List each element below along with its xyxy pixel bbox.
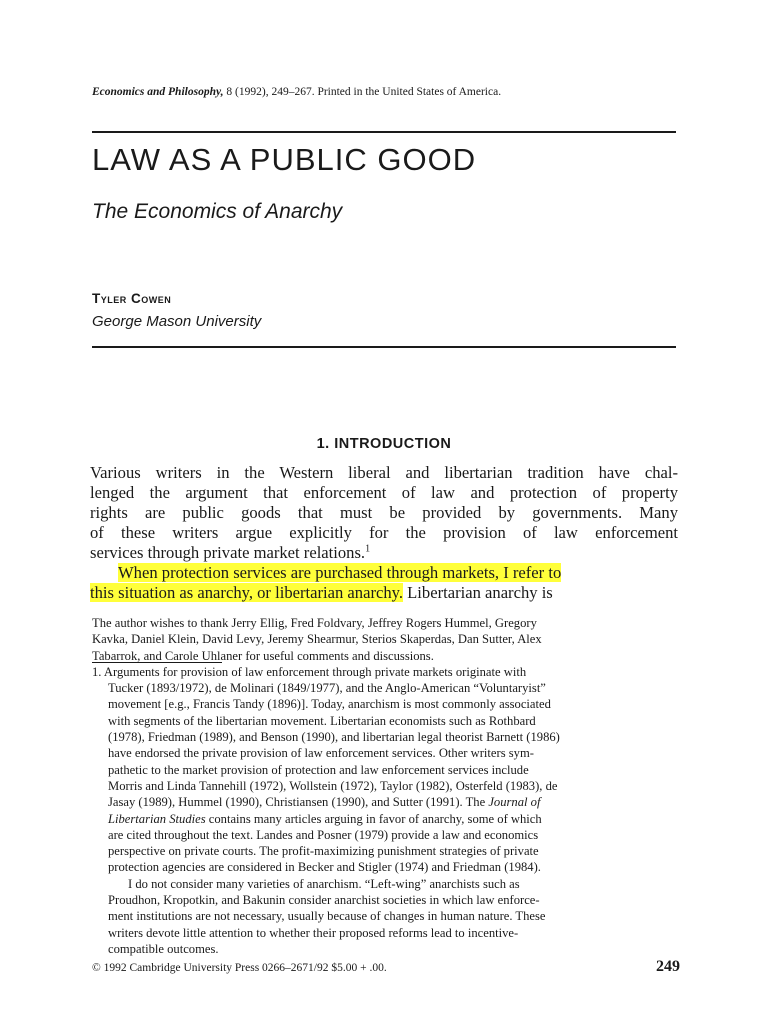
footnote-line: Morris and Linda Tannehill (1972), Wollstein (1972), Taylor (1982), Osterfeld (1983), de	[108, 778, 558, 793]
article-subtitle: The Economics of Anarchy	[92, 200, 343, 223]
section-heading: 1. INTRODUCTION	[316, 436, 452, 452]
body-line: Various writers in the Western liberal and libertarian tradition have chal-	[90, 463, 678, 482]
top-rule	[92, 131, 676, 133]
footnote-line: writers devote little attention to whether their proposed reforms lead to incentive-	[108, 925, 519, 940]
body-line: of these writers argue explicitly for the provision of law enforcement	[90, 523, 678, 542]
copyright-line: © 1992 Cambridge University Press 0266–2671/92 $5.00 + .00.	[92, 962, 387, 974]
footnote-line: 1. Arguments for provision of law enforcement through private markets originate with	[92, 664, 527, 679]
journal-issue-info: 8 (1992), 249–267. Printed in the United States of America.	[223, 86, 502, 98]
body-text	[90, 463, 678, 603]
footnote-line: I do not consider many varieties of anarchism. “Left-wing” anarchists such as	[128, 876, 520, 891]
acknowledgement-line: The author wishes to thank Jerry Ellig, Fred Foldvary, Jeffrey Rogers Hummel, Gregory	[92, 616, 537, 630]
footnotes	[92, 615, 678, 957]
body-line-text: Libertarian anarchy is	[407, 583, 553, 602]
highlighted-text: When protection services are purchased through markets, I refer to	[118, 563, 562, 582]
body-line	[90, 563, 678, 583]
footnote-line: pathetic to the market provision of protection and law enforcement services include	[108, 762, 529, 777]
footnote-ref: 1	[365, 543, 371, 555]
footnote-line: Tucker (1893/1972), de Molinari (1849/1977), and the Anglo-American “Voluntaryist”	[108, 681, 546, 696]
author-affiliation: George Mason University	[92, 313, 262, 330]
body-line-text: services through private market relations.	[90, 543, 366, 562]
footnote-line: Proudhon, Kropotkin, and Bakunin consider anarchist societies in which law enforce-	[108, 893, 540, 908]
footnote-line: with segments of the libertarian movement. Libertarian economists such as Rothbard	[108, 713, 536, 728]
body-line	[90, 583, 678, 603]
journal-title-italic: Libertarian Studies	[108, 811, 206, 826]
acknowledgement-line: Tabarrok, and Carole Uhlaner for useful comments and discussions.	[92, 648, 434, 663]
footnote-line	[92, 794, 678, 810]
header-bottom-rule	[92, 346, 676, 348]
footnote-line: are cited throughout the text. Landes and Posner (1979) provide a law and economics	[108, 827, 539, 842]
footnote-line: have endorsed the private provision of law enforcement services. Other writers sym-	[108, 746, 534, 761]
footnote-text: contains many articles arguing in favor of anarchy, some of which	[205, 811, 542, 826]
footnote-line: perspective on private courts. The profit-maximizing punishment strategies of private	[108, 844, 539, 859]
footnote-line	[92, 811, 678, 827]
footnote-line: compatible outcomes.	[108, 941, 219, 956]
footnote-line: ment institutions are not necessary, usually because of changes in human nature. These	[108, 909, 546, 924]
body-line: rights are public goods that must be provided by governments. Many	[90, 503, 678, 522]
journal-citation	[92, 86, 501, 98]
page-number: 249	[656, 958, 680, 975]
highlighted-text: this situation as anarchy, or libertarian anarchy.	[90, 583, 404, 602]
body-line: lenged the argument that enforcement of law and protection of property	[90, 483, 678, 502]
author-name: Tyler Cowen	[92, 291, 172, 306]
body-line	[90, 543, 678, 563]
footnote-line: movement [e.g., Francis Tandy (1896)]. Today, anarchism is most commonly associated	[108, 697, 551, 712]
acknowledgement-line: Kavka, Daniel Klein, David Levy, Jeremy Shearmur, Sterios Skaperdas, Dan Sutter, Alex	[92, 632, 542, 647]
journal-name: Economics and Philosophy,	[92, 86, 224, 98]
footnote-text: Jasay (1989), Hummel (1990), Christiansen (1990), and Sutter (1991). The	[108, 795, 486, 810]
footnote-line: protection agencies are considered in Becker and Stigler (1974) and Friedman (1984).	[108, 860, 541, 875]
journal-title-italic: Journal of	[488, 795, 541, 810]
article-title: LAW AS A PUBLIC GOOD	[92, 142, 477, 177]
footnote-line: (1978), Friedman (1989), and Benson (1990), and libertarian legal theorist Barnett (1986)	[108, 730, 560, 745]
